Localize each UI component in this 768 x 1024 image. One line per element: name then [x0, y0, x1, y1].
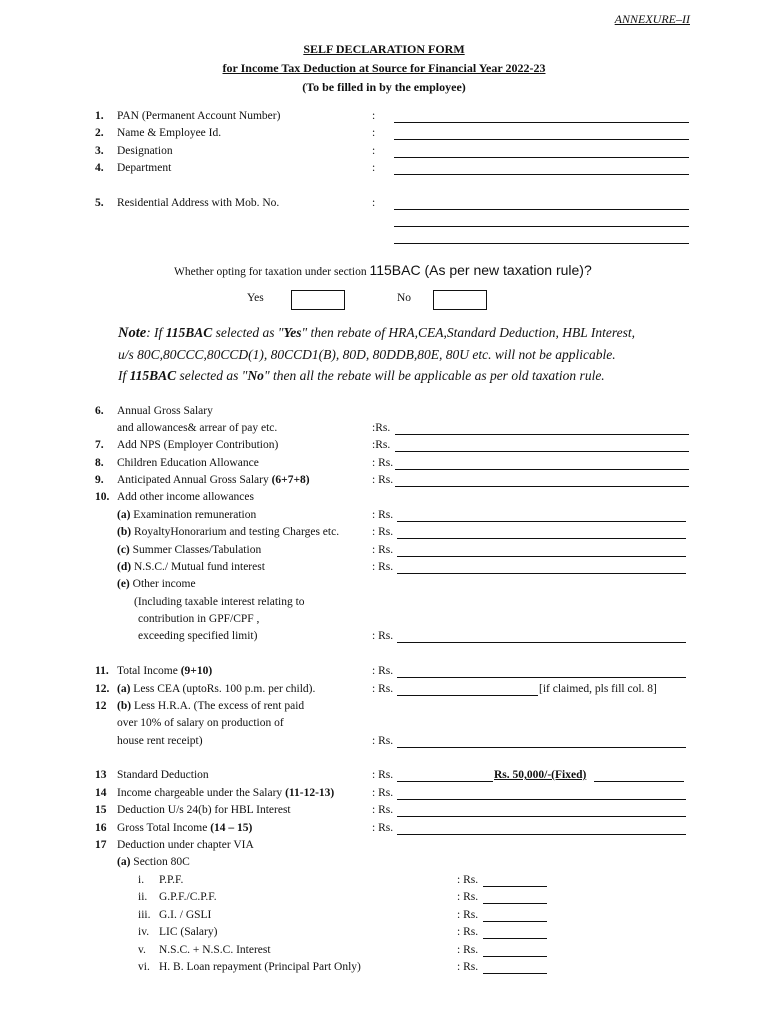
rs-prefix: : Rs.: [372, 630, 394, 642]
no-box[interactable]: [433, 290, 487, 310]
hbl-interest-label: Deduction U/s 24(b) for HBL Interest: [117, 804, 291, 816]
designation-field[interactable]: [394, 157, 689, 158]
chapter-via-label: Deduction under chapter VIA: [117, 839, 254, 851]
rs-prefix: : Rs.: [372, 544, 394, 556]
standard-deduction-value: Rs. 50,000/-(Fixed): [494, 769, 587, 781]
rs-prefix: : Rs.: [372, 787, 394, 799]
label-text: Less CEA (uptoRs. 100 p.m. per child).: [130, 683, 316, 695]
sub-tag: (c): [117, 544, 130, 556]
other-income-label: Add other income allowances: [117, 491, 254, 503]
nps-label: Add NPS (Employer Contribution): [117, 439, 279, 451]
standard-deduction-label: Standard Deduction: [117, 769, 209, 781]
hbl-interest-field[interactable]: [397, 816, 686, 817]
income-chargeable-label: [117, 787, 334, 799]
rs-prefix: : Rs.: [457, 926, 479, 938]
rs-prefix: : Rs.: [372, 561, 394, 573]
rs-prefix: : Rs.: [457, 874, 479, 886]
sub-tag: (b): [117, 526, 132, 538]
item-number: 2.: [95, 127, 104, 139]
rs-prefix: : Rs.: [372, 526, 394, 538]
item-number: 17: [95, 839, 107, 851]
address-field-line-1[interactable]: [394, 209, 689, 210]
label-text: Total Income: [117, 665, 181, 677]
note-text: selected as ": [176, 368, 248, 383]
less-hra-label-2: over 10% of salary on production of: [117, 717, 284, 729]
gpf-label: G.P.F./C.P.F.: [159, 891, 217, 903]
note-text: " then all the rebate will be applicable as per old taxation rule.: [263, 368, 605, 383]
name-label: Name & Employee Id.: [117, 127, 222, 139]
item-number: 9.: [95, 474, 104, 486]
note-text: selected as ": [212, 325, 284, 340]
hb-loan-label: H. B. Loan repayment (Principal Part Only): [159, 961, 361, 973]
summer-classes-label: [117, 544, 261, 556]
item-number: 15: [95, 804, 107, 816]
colon: :: [372, 197, 376, 209]
other-income-e-label: [117, 578, 196, 590]
formula: (14 – 15): [210, 822, 253, 834]
other-income-note-2: contribution in GPF/CPF ,: [138, 613, 260, 625]
sub-tag: (b): [117, 700, 132, 712]
gross-total-income-label: [117, 822, 252, 834]
anticipated-salary-field[interactable]: [395, 486, 689, 487]
formula: (6+7+8): [271, 474, 310, 486]
item-number: 16: [95, 822, 107, 834]
lic-field[interactable]: [483, 938, 547, 939]
colon: :: [372, 145, 376, 157]
section-80c-label: [117, 856, 190, 868]
rs-prefix: : Rs.: [372, 822, 394, 834]
annexure-label: ANNEXURE–II: [614, 12, 690, 26]
note-line-2: u/s 80C,80CCC,80CCD(1), 80CCD1(B), 80D, 80DDB,80E, 80U etc. will not be applicable.: [118, 347, 616, 362]
address-field-line-2[interactable]: [394, 226, 689, 227]
rs-prefix: : Rs.: [372, 509, 394, 521]
hb-loan-field[interactable]: [483, 973, 547, 974]
total-income-field[interactable]: [397, 677, 686, 678]
colon: :: [372, 127, 376, 139]
address-label: Residential Address with Mob. No.: [117, 197, 280, 209]
note-yes: Yes: [283, 325, 302, 340]
nsc-mutual-label: [117, 561, 265, 573]
less-hra-label: [117, 700, 304, 712]
colon: :: [372, 110, 376, 122]
less-cea-note: [if claimed, pls fill col. 8]: [539, 683, 657, 695]
sub-tag: (a): [117, 856, 131, 868]
cea-label: Children Education Allowance: [117, 457, 259, 469]
taxation-question: [174, 262, 592, 278]
gi-gsli-field[interactable]: [483, 921, 547, 922]
cea-field[interactable]: [395, 469, 689, 470]
rs-prefix: : Rs.: [372, 457, 394, 469]
item-number: 13: [95, 769, 107, 781]
note-line-1: [118, 325, 635, 342]
rs-prefix: : Rs.: [372, 804, 394, 816]
item-number: 6.: [95, 405, 104, 417]
less-hra-label-3: house rent receipt): [117, 735, 203, 747]
item-number: 11.: [95, 665, 109, 677]
note-no: No: [247, 368, 264, 383]
item-number: 7.: [95, 439, 104, 451]
nsc-label: N.S.C. + N.S.C. Interest: [159, 944, 271, 956]
item-number: 12.: [95, 683, 110, 695]
income-chargeable-field[interactable]: [397, 799, 686, 800]
ppf-field[interactable]: [483, 886, 547, 887]
gross-total-income-field[interactable]: [397, 834, 686, 835]
lic-label: LIC (Salary): [159, 926, 218, 938]
label-text: Summer Classes/Tabulation: [129, 544, 262, 556]
sub-tag: (a): [117, 509, 131, 521]
total-income-label: [117, 665, 212, 677]
nsc-mutual-field[interactable]: [397, 573, 686, 574]
item-number: 12: [95, 700, 107, 712]
other-income-field[interactable]: [397, 642, 686, 643]
less-cea-field[interactable]: [397, 695, 538, 696]
item-number: 4.: [95, 162, 104, 174]
rs-prefix: : Rs.: [372, 474, 394, 486]
label-text: Other income: [129, 578, 196, 590]
rs-prefix: : Rs.: [372, 683, 394, 695]
form-instruction: (To be filled in by the employee): [302, 80, 466, 94]
name-field[interactable]: [394, 139, 689, 140]
other-income-note-1: (Including taxable interest relating to: [134, 596, 305, 608]
form-subtitle: for Income Tax Deduction at Source for Financial Year 2022-23: [222, 61, 546, 75]
note-text: " then rebate of HRA,CEA,Standard Deduction, HBL Interest,: [301, 325, 635, 340]
nps-field[interactable]: [395, 451, 689, 452]
label-text: Examination remuneration: [130, 509, 257, 521]
sub-tag: (e): [117, 578, 130, 590]
yes-label: Yes: [247, 292, 264, 304]
note-section: 115BAC: [129, 368, 177, 383]
note-section: 115BAC: [165, 325, 213, 340]
gpf-field[interactable]: [483, 903, 547, 904]
rs-prefix: : Rs.: [372, 769, 394, 781]
roman-numeral: v.: [138, 944, 146, 956]
summer-classes-field[interactable]: [397, 556, 686, 557]
less-cea-label: [117, 683, 315, 695]
sub-tag: (a): [117, 683, 131, 695]
roman-numeral: ii.: [138, 891, 148, 903]
question-prefix: Whether opting for taxation under section: [174, 266, 370, 278]
item-number: 1.: [95, 110, 104, 122]
standard-deduction-line-left: [397, 781, 493, 782]
royalty-label: [117, 526, 339, 538]
item-number: 14: [95, 787, 107, 799]
pan-field[interactable]: [394, 122, 689, 123]
pan-label: PAN (Permanent Account Number): [117, 110, 281, 122]
gi-gsli-label: G.I. / GSLI: [159, 909, 212, 921]
exam-remuneration-field[interactable]: [397, 521, 686, 522]
less-hra-field[interactable]: [397, 747, 686, 748]
label-text: Anticipated Annual Gross Salary: [117, 474, 272, 486]
note-word: Note: [118, 325, 147, 341]
rs-prefix: : Rs.: [457, 891, 479, 903]
form-title: SELF DECLARATION FORM: [303, 42, 465, 56]
item-number: 5.: [95, 197, 104, 209]
address-field-line-3[interactable]: [394, 243, 689, 244]
roman-numeral: iv.: [138, 926, 150, 938]
note-text: : If: [146, 325, 166, 340]
department-field[interactable]: [394, 174, 689, 175]
rs-prefix: : Rs.: [457, 909, 479, 921]
gross-salary-field[interactable]: [395, 434, 689, 435]
rs-prefix: : Rs.: [457, 944, 479, 956]
note-text: If: [118, 368, 130, 383]
label-text: RoyaltyHonorarium and testing Charges etc.: [131, 526, 340, 538]
designation-label: Designation: [117, 145, 173, 157]
standard-deduction-line-right: [594, 781, 684, 782]
anticipated-salary-label: [117, 474, 310, 486]
yes-box[interactable]: [291, 290, 345, 310]
item-number: 3.: [95, 145, 104, 157]
formula: (11-12-13): [285, 787, 335, 799]
roman-numeral: i.: [138, 874, 145, 886]
royalty-field[interactable]: [397, 538, 686, 539]
rs-prefix: : Rs.: [372, 735, 394, 747]
rs-prefix: : Rs.: [457, 961, 479, 973]
label-text: Income chargeable under the Salary: [117, 787, 286, 799]
label-text: Gross Total Income: [117, 822, 211, 834]
colon: :: [372, 162, 376, 174]
rs-prefix: : Rs.: [372, 665, 394, 677]
label-text: Section 80C: [130, 856, 190, 868]
nsc-field[interactable]: [483, 956, 547, 957]
formula: (9+10): [180, 665, 213, 677]
gross-salary-label: Annual Gross Salary: [117, 405, 213, 417]
sub-tag: (d): [117, 561, 132, 573]
item-number: 10.: [95, 491, 110, 503]
question-section: 115BAC (As per new taxation rule)?: [369, 262, 592, 278]
roman-numeral: vi.: [138, 961, 150, 973]
label-text: N.S.C./ Mutual fund interest: [131, 561, 265, 573]
department-label: Department: [117, 162, 172, 174]
note-line-3: [118, 368, 605, 384]
item-number: 8.: [95, 457, 104, 469]
no-label: No: [397, 292, 412, 304]
exam-remuneration-label: [117, 509, 256, 521]
ppf-label: P.P.F.: [159, 874, 184, 886]
rs-prefix: :Rs.: [372, 422, 391, 434]
roman-numeral: iii.: [138, 909, 151, 921]
other-income-note-3: exceeding specified limit): [138, 630, 258, 642]
rs-prefix: :Rs.: [372, 439, 391, 451]
gross-salary-label-2: and allowances& arrear of pay etc.: [117, 422, 278, 434]
label-text: Less H.R.A. (The excess of rent paid: [131, 700, 305, 712]
